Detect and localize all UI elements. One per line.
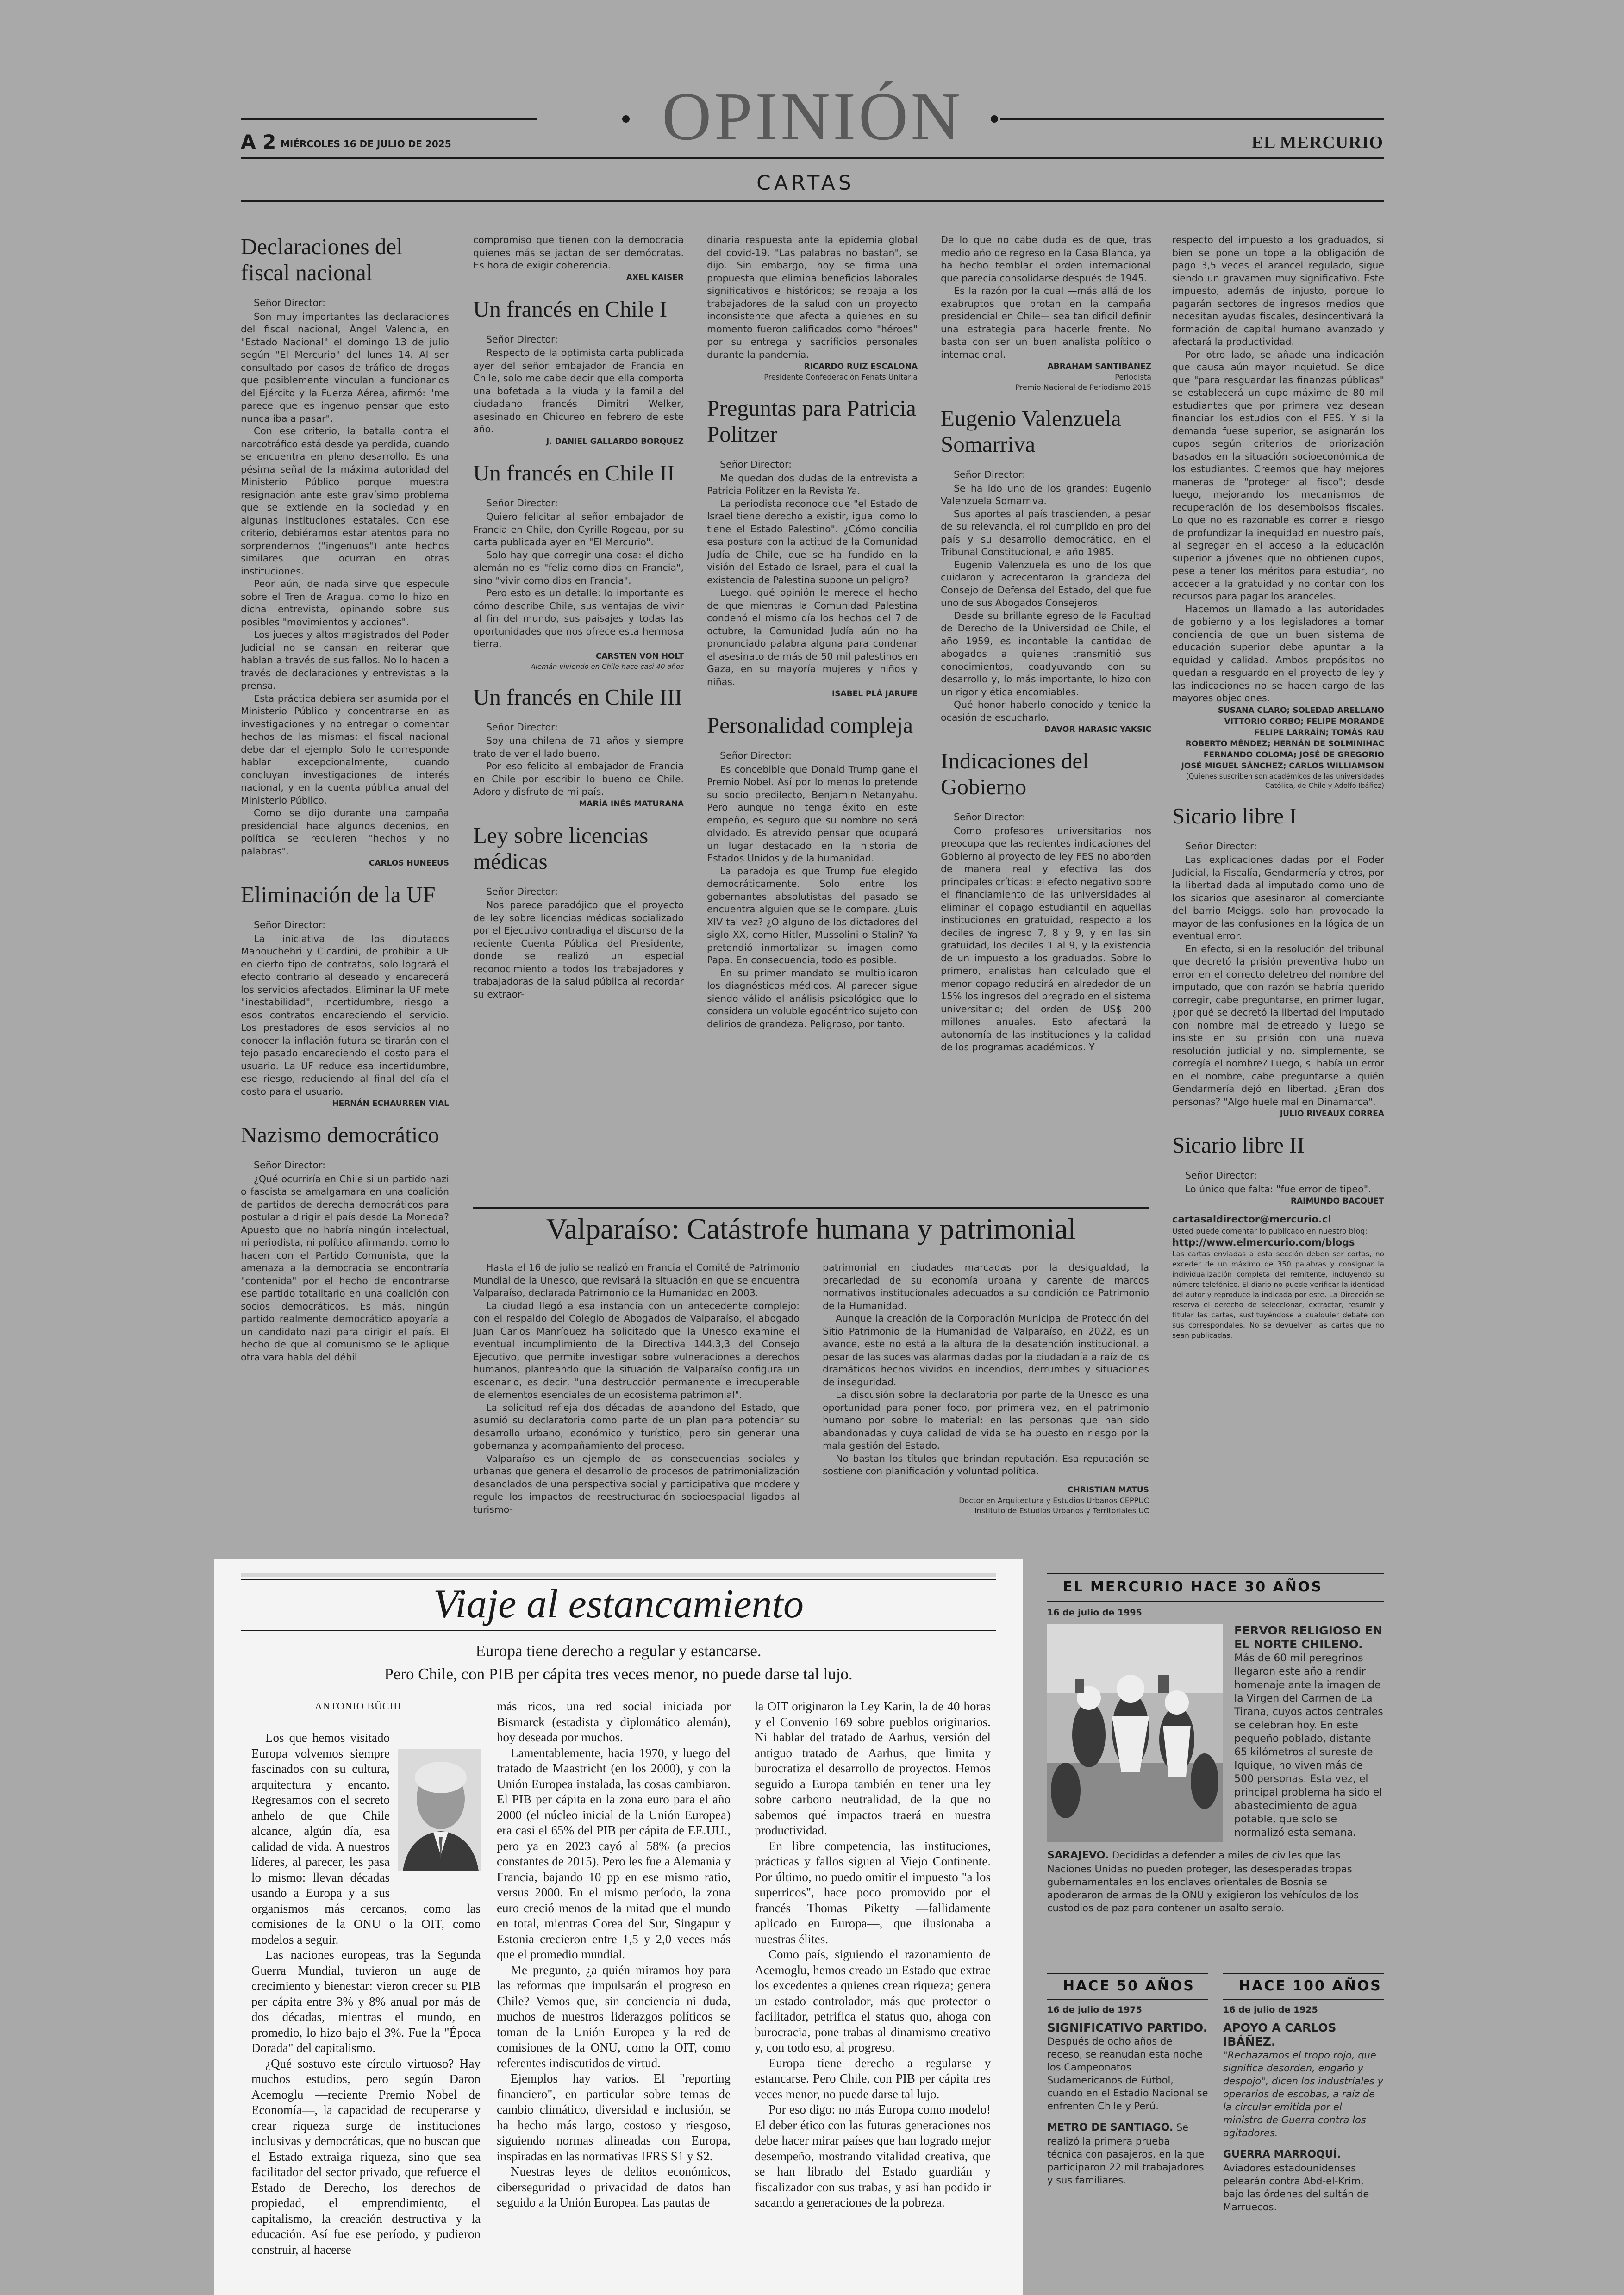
editorial-paragraph: Por eso digo: no más Europa como modelo! El deber ético con las futuras generaciones nos debe hacer mirar países que han logrado mejor desempeño, mostrando vitalidad creativa, que se han librado del Estado guardián y fiscalizador con sus trabas, y así han podido ir sacando a generaciones de la pobreza. [755, 2102, 991, 2209]
hace100-block [1223, 2003, 1384, 2290]
hace50-rule-2 [1047, 1999, 1208, 2000]
page-number: A 2 [241, 131, 276, 153]
letter-paragraph: Son muy importantes las declaraciones del fiscal nacional, Ángel Valencia, en "Estado Nacional" el domingo 13 de julio según "El Mercurio" del lunes 14. Al ser consultado por casos de tráfico de drogas que posiblemente vinculan a funcionarios del Ejército y la Fuerza Aérea, afirmó: "me parece que es ingenuo pensar que esto nunca iba a pasar". [241, 311, 449, 424]
salutation: Señor Director: [954, 469, 1026, 480]
letter-title: Sicario libre II [1172, 1132, 1305, 1158]
letter-signature: ROBERTO MÉNDEZ; HERNÁN DE SOLMINIHAC [1185, 739, 1384, 748]
editorial-paragraph: la OIT originaron la Ley Karin, la de 40 horas y el Convenio 169 sobre pueblos originarios. Ni hablar del tratado de Aarhus, versión del antiguo tratado de Aarhus, que limita y burocratiza el desarrollo de proyectos. Hemos seguido a Europa también en tener una ley sobre carbono neutralidad, de la que no sabemos qué impactos traerá en nuestra productividad. [755, 1699, 991, 1837]
hace30-photo [1047, 1624, 1223, 1842]
letter-signature: DAVOR HARASIC YAKSIC [1044, 725, 1151, 734]
letter-paragraph: Se ha ido uno de los grandes: Eugenio Valenzuela Somarriva. [941, 482, 1151, 506]
letter-paragraph: Sus aportes al país trascienden, a pesar de su relevancia, el rol cumplido en pro del país y su desarrollo democrático, en el Tribunal Constitucional, el año 1985. [941, 508, 1151, 557]
subsection-title: CARTAS [756, 171, 855, 195]
feature-paragraph: La ciudad llegó a esa instancia con un antecedente complejo: con el respaldo del Colegio de Abogados de Valparaíso, el abogado Juan Carlos Manríquez ha solicitado que la Unesco examine el eventual incumplimiento de la Directiva 144.3,3 del Consejo Ejecutivo, que permite investigar sobre vulneraciones a derechos humanos, planteando que la situación de Valparaíso configura un escenario, es decir, "una destrucción permanente e irrecuperable de elementos esenciales de un ecosistema patrimonial". [473, 1300, 800, 1400]
signature-role: Periodista [1115, 373, 1151, 381]
letter-paragraph: Como profesores universitarios nos preocupa que las recientes indicaciones del Gobierno al proyecto de ley FES no aborden de manera real y efectiva las dos principales críticas: el efecto negativo sobre el financiamiento de las universidades al eliminar el copago estudiantil en aquellas instituciones en gratuidad, respecto a los deciles de ingreso 7, 8 y 9, y en las sin gratuidad, los deciles 1 al 9, y la existencia de un impuesto a los graduados. Sobre lo primero, analistas han calculado que el menor copago reducirá en alrededor de un 15% los ingresos del pregrado en el sistema universitario; del orden de US$ 200 millones anuales. Esto afectará la autonomía de las instituciones y la calidad de los programas académicos. Y [941, 825, 1151, 1053]
letter-title: Sicario libre I [1172, 803, 1297, 829]
hace50-block [1047, 2003, 1208, 2290]
letter-signature: RICARDO RUIZ ESCALONA [804, 362, 918, 371]
letter-paragraph: En su primer mandato se multiplicaron los diagnósticos médicos. Al parecer sigue siendo válido el análisis psicológico que lo considera un voluble egocéntrico sujeto con delirios de grandeza. Peligroso, por tanto. [707, 967, 918, 1029]
editorial-paragraph: Los que hemos visitado Europa volvemos siempre fascinados con su cultura, arquitectura y encanto. Regresamos con el secreto anhelo de que Chile alcance, algún día, esa calidad de vida. A nuestros líderes, al parecer, les pasa lo mismo: llevan décadas usando a Europa y a sus organismos más cercanos, como las comisiones de la ONU o la OIT, como modelos a seguir. [251, 1731, 481, 1946]
feature-paragraph: Aunque la creación de la Corporación Municipal de Protección del Sitio Patrimonio de la Humanidad de Valparaíso, en 2022, es un avance, este no está a la altura de la desatención institucional, a pesar de las sucesivas alarmas dadas por la ciudadanía a raíz de los dramáticos hechos vividos en incendios, derrumbes y situaciones de inseguridad. [823, 1313, 1149, 1388]
letters-column-2 [473, 234, 684, 1201]
letter-paragraph: Lo único que falta: "fue error de tipeo". [1185, 1183, 1371, 1195]
letter-paragraph: Quiero felicitar al señor embajador de Francia en Chile, don Cyrille Rogeau, por su carta publicada ayer en "El Mercurio". [473, 511, 684, 548]
letter-paragraph: Por otro lado, se añade una indicación que causa aún mayor inquietud. Se dice que "para resguardar las finanzas públicas" se establecerá un cupo máximo de 80 mil estudiantes que por primera vez desean financiar los estudios con el FES. Y si la demanda fuese superior, se asignarán los cupos según criterios de priorización basados en la situación socioeconómica de los estudiantes. Creemos que hay mejores maneras de "proteger al fisco"; desde luego, mejorando los mecanismos de recuperación de los desembolsos fiscales. Lo que no es razonable es correr el riesgo de profundizar la inequidad en nuestro país, al segregar en el acceso a la educación superior a jóvenes que no obtienen cupos, pese a tener los méritos para estudiar, no acceder a la gratuidad y no contar con los recursos para pagar los aranceles. [1172, 349, 1384, 602]
salutation: Señor Director: [720, 459, 792, 470]
editorial-column-1 [251, 1730, 481, 2290]
feature-role: Doctor en Arquitectura y Estudios Urbanos CEPPUC [959, 1496, 1149, 1505]
letter-paragraph: Qué honor haberlo conocido y tenido la ocasión de escucharlo. [941, 699, 1151, 723]
hace30-rule [1047, 1573, 1384, 1574]
letter-paragraph: Los jueces y altos magistrados del Poder Judicial no se cansan en reiterar que hablan a través de sus fallos. No lo hacen a través de declaraciones y entrevistas a la prensa. [241, 629, 449, 691]
hace30-text-2: Decididas a defender a miles de civiles que las Naciones Unidas no pueden proteger, las desesperadas tropas gubernamentales en los enclaves orientales de Bosnia se apoderaron de armas de la ONU y exigieron los vehículos de los custodios de paz para contener un asalto serbio. [1047, 1850, 1359, 1914]
salutation: Señor Director: [254, 1160, 326, 1171]
hace50-text-2: Se realizó la primera prueba técnica con pasajeros, en la que participaron 22 mil trabajadores y sus familiares. [1047, 2122, 1205, 2186]
hace100-rule [1223, 1973, 1384, 1974]
letter-paragraph: La periodista reconoce que "el Estado de Israel tiene derecho a existir, igual como lo tiene el Estado Palestino". ¿Cómo concilia esa postura con la actitud de la Comunidad Judía de Chile, que se ha fundido en la visión del Estado de Israel, para el cual la existencia de Palestina supone un peligro? [707, 498, 918, 586]
letter-paragraph: Me quedan dos dudas de la entrevista a Patricia Politzer en la Revista Ya. [707, 472, 918, 496]
salutation: Señor Director: [254, 297, 326, 308]
letter-signature: SUSANA CLARO; SOLEDAD ARELLANO [1218, 705, 1384, 715]
salutation: Señor Director: [486, 333, 558, 345]
editorial-paragraph: Me pregunto, ¿a quién miramos hoy para las reformas que impulsarán el progreso en Chile? Vemos que, sin conciencia ni duda, muchos de nuestros liderazgos políticos se toman de la Unión Europea y la red de comisiones de la ONU, como la OIT, como referentes indiscutidos de virtud. [497, 1963, 731, 2070]
editorial-paragraph: Como país, siguiendo el razonamiento de Acemoglu, hemos creado un Estado que extrae los excedentes a quienes crean riqueza; genera un estado controlador, más que protector o facilitador, petrifica el status quo, ahoga con burocracia, pone trabas al dinamismo creativo y, con todo eso, al progreso. [755, 1947, 991, 2054]
letter-paragraph: ¿Qué ocurriría en Chile si un partido nazi o fascista se amalgamara en una coalición de partidos de derecha democráticos para postular a dirigir el país desde La Moneda? Apuesto que no habría ningún intelectual, ni periodista, ni político afirmando, como lo hacen con el Partido Comunista, que la amenaza a la democracia se encontraría "contenida" por el hecho de encontrarse ese partido totalitario en una coalición con socios democráticos. Es más, ningún partido realmente democrático apoyaría a un candidato nazi para dirigir el país. El hecho de que al comunismo se le aplique otra vara habla del débil [241, 1173, 449, 1363]
letter-paragraph: Desde su brillante egreso de la Facultad de Derecho de la Universidad de Chile, el año 1959, es incontable la cantidad de abogados a quienes transmitió sus conocimientos, coadyuvando con su desarrollo y, lo más importante, lo hizo con un rigor y ética encomiables. [941, 610, 1151, 698]
letter-paragraph: dinaria respuesta ante la epidemia global del covid-19. "Las palabras no bastan", se dijo. Sin embargo, hoy se firma una propuesta que elimina beneficios laborales significativos e históricos; se rebaja a los trabajadores de la salud con un proyecto inconsistente que afecta a quienes en su momento fueron calificados como "héroes" por su entrega y sacrificios personales durante la pandemia. [707, 234, 918, 360]
letter-signature: AXEL KAISER [626, 273, 684, 282]
hace30-text-1: Más de 60 mil peregrinos llegaron este año a rendir homenaje ante la imagen de la Virgen del Carmen de La Tirana, cuyos actos centrales se celebran hoy. En este pequeño poblado, distante 65 kilómetros al sureste de Iquique, no viven más de 500 personas. Esta vez, el principal problema ha sido el abastecimiento de agua potable, que solo se normalizó esta semana. [1234, 1653, 1383, 1839]
salutation: Señor Director: [954, 811, 1026, 823]
feature-paragraph: Hasta el 16 de julio se realizó en Francia el Comité de Patrimonio Mundial de la Unesco, que revisará la situación en que se encuentra Valparaíso, declarada Patrimonio de la Humanidad en 2003. [473, 1262, 800, 1298]
feature-paragraph: Valparaíso es un ejemplo de las consecuencias sociales y urbanas que genera el desarrollo de procesos de patrimonialización desanclados de una perspectiva social y participativa que modere y regule los impactos de reestructuración socioespacial ligados al turismo- [473, 1453, 800, 1515]
letter-paragraph: Es la razón por la cual —más allá de los exabruptos que brotan en la campaña presidencial en Chile— sea tan difícil definir una estrategia para hacerle frente. No basta con ser un buen analista político o internacional. [941, 285, 1151, 360]
editorial-author: ANTONIO BÜCHI [315, 1700, 401, 1712]
issue-date: MIÉRCOLES 16 DE JULIO DE 2025 [281, 138, 451, 150]
letter-title: Un francés en Chile II [473, 460, 675, 486]
editorial-column-3 [755, 1699, 991, 2290]
letter-signature: FERNANDO COLOMA; JOSÉ DE GREGORIO [1203, 750, 1384, 760]
editorial-deck-2: Pero Chile, con PIB per cápita tres veces menor, no puede darse tal lujo. [384, 1665, 853, 1683]
letter-paragraph: La iniciativa de los diputados Manouchehri y Cicardini, de prohibir la UF en cierto tipo de contratos, solo logrará el efecto contrario al deseado y encarecerá los servicios afectados. Eliminar la UF mete "inestabilidad", incertidumbre, riesgo a esos contratos encareciendo el servicio. Los prestadores de esos servicios al no conocer la inflación futura se tirarán con el tejo pasado encareciendo el costo para el usuario. La UF reduce esa incertidumbre, ese riesgo, reduciendo al final del día el costo para el usuario. [241, 933, 449, 1097]
feature-paragraph: La discusión sobre la declaratoria por parte de la Unesco es una oportunidad para poner foco, por primera vez, en el patrimonio humano por sobre lo material: en las personas que han sido abandonadas y cuya calidad de vida se ha puesto en riesgo por la mala gestión del Estado. [823, 1389, 1149, 1451]
editorial-paragraph: En libre competencia, las instituciones, prácticas y fallos siguen al Viejo Continente. Por último, no puedo omitir el impuesto "a los superricos", hace poco promovido por el francés Thomas Piketty —fallidamente aplicado en Europa—, que ilusionaba a nuestras élites. [755, 1839, 991, 1946]
blog-note: Usted puede comentar lo publicado en nuestro blog: [1172, 1226, 1368, 1235]
letter-title: Un francés en Chile III [473, 684, 682, 710]
letter-paragraph: Eugenio Valenzuela es uno de los que cuidaron y acrecentaron la grandeza del Consejo de Defensa del Estado, del que fue uno de sus Abogados Consejeros. [941, 559, 1151, 608]
salutation: Señor Director: [486, 721, 558, 733]
hace100-text-2: Aviadores estadounidenses pelearán contra Abd-el-Krim, bajo las órdenes del sultán de Marruecos. [1223, 2163, 1369, 2213]
letter-signature: ISABEL PLÁ JARUFE [831, 689, 918, 698]
letters-column-5 [1172, 234, 1384, 1562]
letter-paragraph: Con ese criterio, la batalla contra el narcotráfico está desde ya perdida, cuando se encuentra en pleno desarrollo. Es una pésima señal de la máxima autoridad del Ministerio Público porque muestra resignación ante este gravísimo problema que se extiende en la sociedad y en algunas instituciones estatales. Con ese criterio, debiéramos estar atentos para no sorprendernos ("ingenuos") ante hechos similares que ocurran en otras instituciones. [241, 425, 449, 577]
letter-title: Declaraciones del fiscal nacional [241, 234, 403, 285]
hace30-heading: EL MERCURIO HACE 30 AÑOS [1063, 1579, 1323, 1595]
hace30-date: 16 de julio de 1995 [1047, 1608, 1142, 1618]
letter-signature: J. DANIEL GALLARDO BÓRQUEZ [546, 437, 684, 446]
letters-column-1 [241, 234, 449, 1567]
letter-signature: FELIPE LARRAÍN; TOMÁS RAU [1254, 728, 1384, 737]
letter-title: Preguntas para Patricia Politzer [707, 395, 916, 447]
letter-paragraph: Las explicaciones dadas por el Poder Judicial, la Fiscalía, Gendarmería y otros, por la libertad dada al imputado como uno de los sicarios que asesinaron al comerciante del barrio Meiggs, solo han provocado la mayor de las confusiones en la lógica de un eventual error. [1172, 854, 1384, 942]
letter-signature: JOSÉ MIGUEL SÁNCHEZ; CARLOS WILLIAMSON [1181, 761, 1384, 771]
editorial-deck-1: Europa tiene derecho a regular y estancarse. [475, 1642, 762, 1660]
letter-signature: RAIMUNDO BACQUET [1290, 1197, 1384, 1206]
hace100-heading: HACE 100 AÑOS [1239, 1978, 1382, 1994]
letter-paragraph: Es concebible que Donald Trump gane el Premio Nobel. Así por lo menos lo pretende su socio predilecto, Benjamin Netanyahu. Pero aunque no tenga éxito en este empeño, es seguro que su nombre no será olvidado. Es atrevido pensar que ocupará un lugar destacado en la historia de Estados Unidos y de la humanidad. [707, 763, 918, 864]
feature-paragraph: patrimonial en ciudades marcadas por la desigualdad, la precariedad de su economía urbana y carente de marcos normativos institucionales adecuados a su condición de Patrimonio de la Humanidad. [823, 1262, 1149, 1311]
hace50-text-1: Después de ocho años de receso, se reanudan esta noche los Campeonatos Sudamericanos de Fútbol, cuando en el Estadio Nacional se enfrenten Chile y Perú. [1047, 2036, 1208, 2112]
editorial-column-2 [497, 1699, 731, 2290]
brand-name: EL MERCURIO [1251, 133, 1383, 152]
letter-paragraph: Peor aún, de nada sirve que especule sobre el Tren de Aragua, como lo hizo en dicha entrevista, opinando sobre sus posibles "movimientos y acciones". [241, 578, 449, 628]
salutation: Señor Director: [486, 886, 558, 897]
letter-paragraph: De lo que no cabe duda es de que, tras medio año de regreso en la Casa Blanca, ya ha hecho temblar el orden internacional que parecía consolidarse después de 1945. [941, 234, 1151, 284]
letter-signature: CARLOS HUNEEUS [369, 859, 449, 868]
letter-paragraph: respecto del impuesto a los graduados, si bien se pone un tope a la obligación de pago 3,5 veces el arancel regulado, sigue siendo un gravamen muy significativo. Este impuesto, además de injusto, porque lo pagarán sectores de ingresos medios que necesitan ayudas fiscales, desincentivará la formación de capital humano avanzado y afectará la productividad. [1172, 234, 1384, 347]
letter-paragraph: En efecto, si en la resolución del tribunal que decretó la prisión preventiva hubo un error en el correcto deletreo del nombre del imputado, que con razón se habría querido corregir, cabe preguntarse, en primer lugar, ¿por qué se decretó la libertad del imputado con nombre mal deletreado y luego se insiste en su prisión con una nueva resolución judicial y no, simplemente, se corregía el nombre? Luego, si había un error en el nombre, cabe preguntarse a quién Gendarmería dejó en libertad. ¿Eran dos personas? "Algo huele mal en Dinamarca". [1172, 943, 1384, 1107]
editorial-paragraph: más ricos, una red social iniciada por Bismarck (estadista y diplomático alemán), hoy deseada por muchos. [497, 1699, 731, 1744]
editorial-paragraph: Ejemplos hay varios. El "reporting financiero", en particular sobre temas de cambio climático, diversidad e inclusión, se ha hecho más largo, costoso y riesgoso, siguiendo normas alineadas con Europa, inspiradas en las normativas IFRS S1 y S2. [497, 2071, 731, 2163]
header-dot-left [622, 115, 630, 123]
header-rule-sub [241, 200, 1384, 202]
hace50-headline-1: SIGNIFICATIVO PARTIDO. [1047, 2021, 1208, 2034]
editorial-paragraph: ¿Qué sostuvo este círculo virtuoso? Hay muchos estudios, pero según Daron Acemoglu —reciente Premio Nobel de Economía—, la capacidad de recuperarse y crear riqueza surge de instituciones inclusivas y democráticas, que no buscan que el Estado extraiga riqueza, sino que sea facilitador del sector privado, que refuerce el Estado de Derecho, los derechos de propiedad, el emprendimiento, el capitalismo, la creación destructiva y la educación. Así fue ese período, y pudieron construir, al hacerse [251, 2056, 481, 2257]
hace30-block [1047, 1606, 1384, 1967]
editorial-title: Viaje al estancamiento [433, 1582, 804, 1627]
hace100-headline-1: APOYO A CARLOS IBÁÑEZ. [1223, 2021, 1337, 2048]
feature-column-1 [473, 1261, 800, 1569]
hace50-date: 16 de julio de 1975 [1047, 2005, 1142, 2015]
feature-title: Valparaíso: Catástrofe humana y patrimonial [546, 1212, 1076, 1245]
letter-signature: MARÍA INÉS MATURANA [579, 799, 684, 809]
letter-paragraph: Soy una chilena de 71 años y siempre trato de ver el lado bueno. [473, 735, 684, 759]
letter-title: Eliminación de la UF [241, 882, 436, 907]
letter-paragraph: La paradoja es que Trump fue elegido democráticamente. Solo entre los gobernantes absolutistas del pasado se encuentra alguien que se le compare. ¿Luis XIV tal vez? ¿O alguno de los dictadores del siglo XX, como Hitler, Mussolini o Stalin? Ya pretendió inmortalizar su imagen como Papa. En consecuencia, todo es posible. [707, 865, 918, 966]
letter-paragraph: Por eso felicito al embajador de Francia en Chile por escribir lo bueno de Chile. Adoro y disfruto de mi país. [473, 761, 684, 797]
letter-paragraph: Pero esto es un detalle: lo importante es cómo describe Chile, sus ventajas de vivir al fin del mundo, sus paisajes y todas las oportunidades que nos ofrece esta hermosa tierra. [473, 587, 684, 649]
header-rule-main [241, 157, 1384, 159]
letter-paragraph: Hacemos un llamado a las autoridades de gobierno y a los legisladores a tomar conciencia de que un buen sistema de educación superior debe apuntar a la equidad y calidad. Ambos propósitos no quedan a resguardo en el proyecto de ley y las indicaciones no se hacen cargo de las mayores objeciones. [1172, 603, 1384, 704]
salutation: Señor Director: [1185, 840, 1257, 852]
letter-paragraph: Como se dijo durante una campaña presidencial hace algunos decenios, en política se requieren "hechos y no palabras". [241, 807, 449, 857]
letter-paragraph: Solo hay que corregir una cosa: el dicho alemán no es "feliz como dios en Francia", sino "vivir como dios en Francia". [473, 549, 684, 586]
letter-paragraph: Respecto de la optimista carta publicada ayer del señor embajador de Francia en Chile, solo me cabe decir que ella comporta una bofetada a la viuda y la familia del ciudadano francés Dimitri Welker, asesinado en Chicureo en febrero de este año. [473, 347, 684, 435]
letter-signature: JULIO RIVEAUX CORREA [1280, 1109, 1384, 1118]
salutation: Señor Director: [254, 919, 326, 930]
feature-paragraph: No bastan los títulos que brindan reputación. Esa reputación se sostiene con planificación y voluntad política. [823, 1453, 1149, 1477]
letter-signature: VITTORIO CORBO; FELIPE MORANDÉ [1224, 717, 1384, 726]
editorial-rule-top [241, 1573, 996, 1577]
header-rule-left [241, 118, 537, 120]
editorial-paragraph: Europa tiene derecho a regularse y estancarse. Pero Chile, con PIB per cápita tres veces menor, no puede darse tal lujo. [755, 2056, 991, 2101]
feature-rule [473, 1207, 1149, 1209]
salutation: Señor Director: [1185, 1170, 1257, 1181]
hace100-text-1: "Rechazamos el tropo rojo, que significa desorden, engaño y despojo", dicen los industriales y operarios de escobas, a raíz de la circular emitida por el ministro de Guerra contra los agitadores. [1223, 2050, 1384, 2139]
blog-link[interactable]: http://www.elmercurio.com/blogs [1172, 1236, 1355, 1248]
hace100-headline-2: GUERRA MARROQUÍ. [1223, 2149, 1341, 2160]
hace30-headline-2: SARAJEVO. [1047, 1850, 1109, 1861]
hace30-rule-2 [1047, 1601, 1384, 1602]
editorial-paragraph: Lamentablemente, hacia 1970, y luego del tratado de Maastricht (en los 2000), y con la Unión Europea instalada, las cosas cambiaron. El PIB per cápita en la zona euro para el año 2000 (el núcleo inicial de la Unión Europea) era casi el 65% del PIB per cápita de EE.UU., pero ya en 2023 cayó al 58% (a precios constantes de 2015). Pero les fue a Alemania y Francia, bajando 10 pp en ese mismo ratio, versus 2000. En el mismo período, la zona euro creció menos de la mitad que el mundo en total, mientras Corea del Sur, Singapur y Estonia crecieron entre 1,5 y 2,0 veces más que el promedio mundial. [497, 1746, 731, 1961]
letters-rules: Las cartas enviadas a esta sección deben ser cortas, no exceder de un máximo de 350 palabras y consignar la individualización completa del remitente, incluyendo su número telefónico. El diario no puede verificar la identidad del autor y reproduce la indicada por este. La Dirección se reserva el derecho de seleccionar, extractar, resumir y titular las cartas, sustituyéndose a cualquier debate con sus correspondales. No se devuelven las cartas que no sean publicadas. [1172, 1250, 1384, 1340]
feature-signature: CHRISTIAN MATUS [1068, 1485, 1149, 1495]
header-rule-right [1000, 118, 1384, 120]
letter-title: Ley sobre licencias médicas [473, 822, 649, 874]
signature-role: Premio Nacional de Periodismo 2015 [1015, 383, 1151, 392]
hace100-date: 16 de julio de 1925 [1223, 2005, 1318, 2015]
signature-note: (Quienes suscriben son académicos de las universidades Católica, de Chile y Adolfo Ibáñez) [1186, 772, 1384, 790]
letter-paragraph: Nos parece paradójico que el proyecto de ley sobre licencias médicas socializado por el Ejecutivo contradiga el discurso de la reciente Cuenta Pública del Presidente, donde se realizó un especial reconocimiento a todos los trabajadores y trabajadoras de la salud pública al recordar su extraor- [473, 899, 684, 1000]
feature-column-2 [823, 1261, 1149, 1569]
letter-signature: ABRAHAM SANTIBÁÑEZ [1047, 362, 1151, 371]
letter-title: Nazismo democrático [241, 1122, 439, 1148]
hace50-heading: HACE 50 AÑOS [1063, 1978, 1195, 1994]
signature-caption: Alemán viviendo en Chile hace casi 40 años [531, 662, 684, 671]
editorial-paragraph: Nuestras leyes de delitos económicos, ciberseguridad o privacidad de datos han seguido a la Unión Europea. Las pautas de [497, 2164, 731, 2209]
letters-column-4 [941, 234, 1151, 1201]
letter-title: Un francés en Chile I [473, 296, 668, 322]
feature-paragraph: La solicitud refleja dos décadas de abandono del Estado, que asumió su declaratoria como parte de un plan para potenciar su desarrollo urbano, económico y turístico, pero sin generar una gobernanza y acompañamiento del proceso. [473, 1402, 800, 1451]
letter-signature: CARSTEN VON HOLT [595, 651, 684, 661]
letter-title: Indicaciones del Gobierno [941, 748, 1089, 799]
feature-role: Instituto de Estudios Urbanos y Territoriales UC [974, 1506, 1149, 1515]
signature-role: Presidente Confederación Fenats Unitaria [764, 373, 918, 381]
letter-paragraph: compromiso que tienen con la democracia quienes más se jactan de ser demócratas. Es hora de exigir coherencia. [473, 234, 684, 271]
hace50-rule [1047, 1973, 1208, 1974]
letter-title: Personalidad compleja [707, 712, 913, 738]
editorial-paragraph: Las naciones europeas, tras la Segunda Guerra Mundial, tuvieron un auge de crecimiento y bienestar: vieron crecer su PIB per cápita entre 3% y 8% anual por más de dos décadas, mientras el mundo, en promedio, lo hizo bajo el 3%. Fue la "Época Dorada" del capitalismo. [251, 1948, 481, 2055]
hace50-headline-2: METRO DE SANTIAGO. [1047, 2122, 1174, 2133]
salutation: Señor Director: [720, 750, 792, 761]
salutation: Señor Director: [486, 497, 558, 509]
hace30-headline-1: FERVOR RELIGIOSO EN EL NORTE CHILENO. [1234, 1624, 1383, 1651]
letters-email[interactable]: cartasaldirector@mercurio.cl [1172, 1214, 1331, 1225]
letter-paragraph: Esta práctica debiera ser asumida por el Ministerio Público y concentrarse en las investigaciones y no entregar o comentar hechos de las mismas; el fiscal nacional debe dar el ejemplo. Solo le corresponde hablar excepcionalmente, cuando concluyan investigaciones de interés nacional, y en la cuenta pública anual del Ministerio Público. [241, 692, 449, 806]
letters-column-3 [707, 234, 918, 1201]
editorial-rule-mid [241, 1630, 996, 1631]
hace100-rule-2 [1223, 1999, 1384, 2000]
letter-title: Eugenio Valenzuela Somarriva [941, 405, 1121, 457]
letter-signature: HERNÁN ECHAURREN VIAL [332, 1099, 449, 1108]
letter-paragraph: Luego, qué opinión le merece el hecho de que mientras la Comunidad Palestina condenó el mismo día los hechos del 7 de octubre, la Comunidad Judía aún no ha pronunciado palabra alguna para condenar el asesinato de más de 50 mil palestinos en Gaza, en su mayoría mujeres y niños y niñas. [707, 587, 918, 687]
section-title: OPINIÓN [662, 79, 963, 155]
header-dot-right [991, 115, 998, 123]
